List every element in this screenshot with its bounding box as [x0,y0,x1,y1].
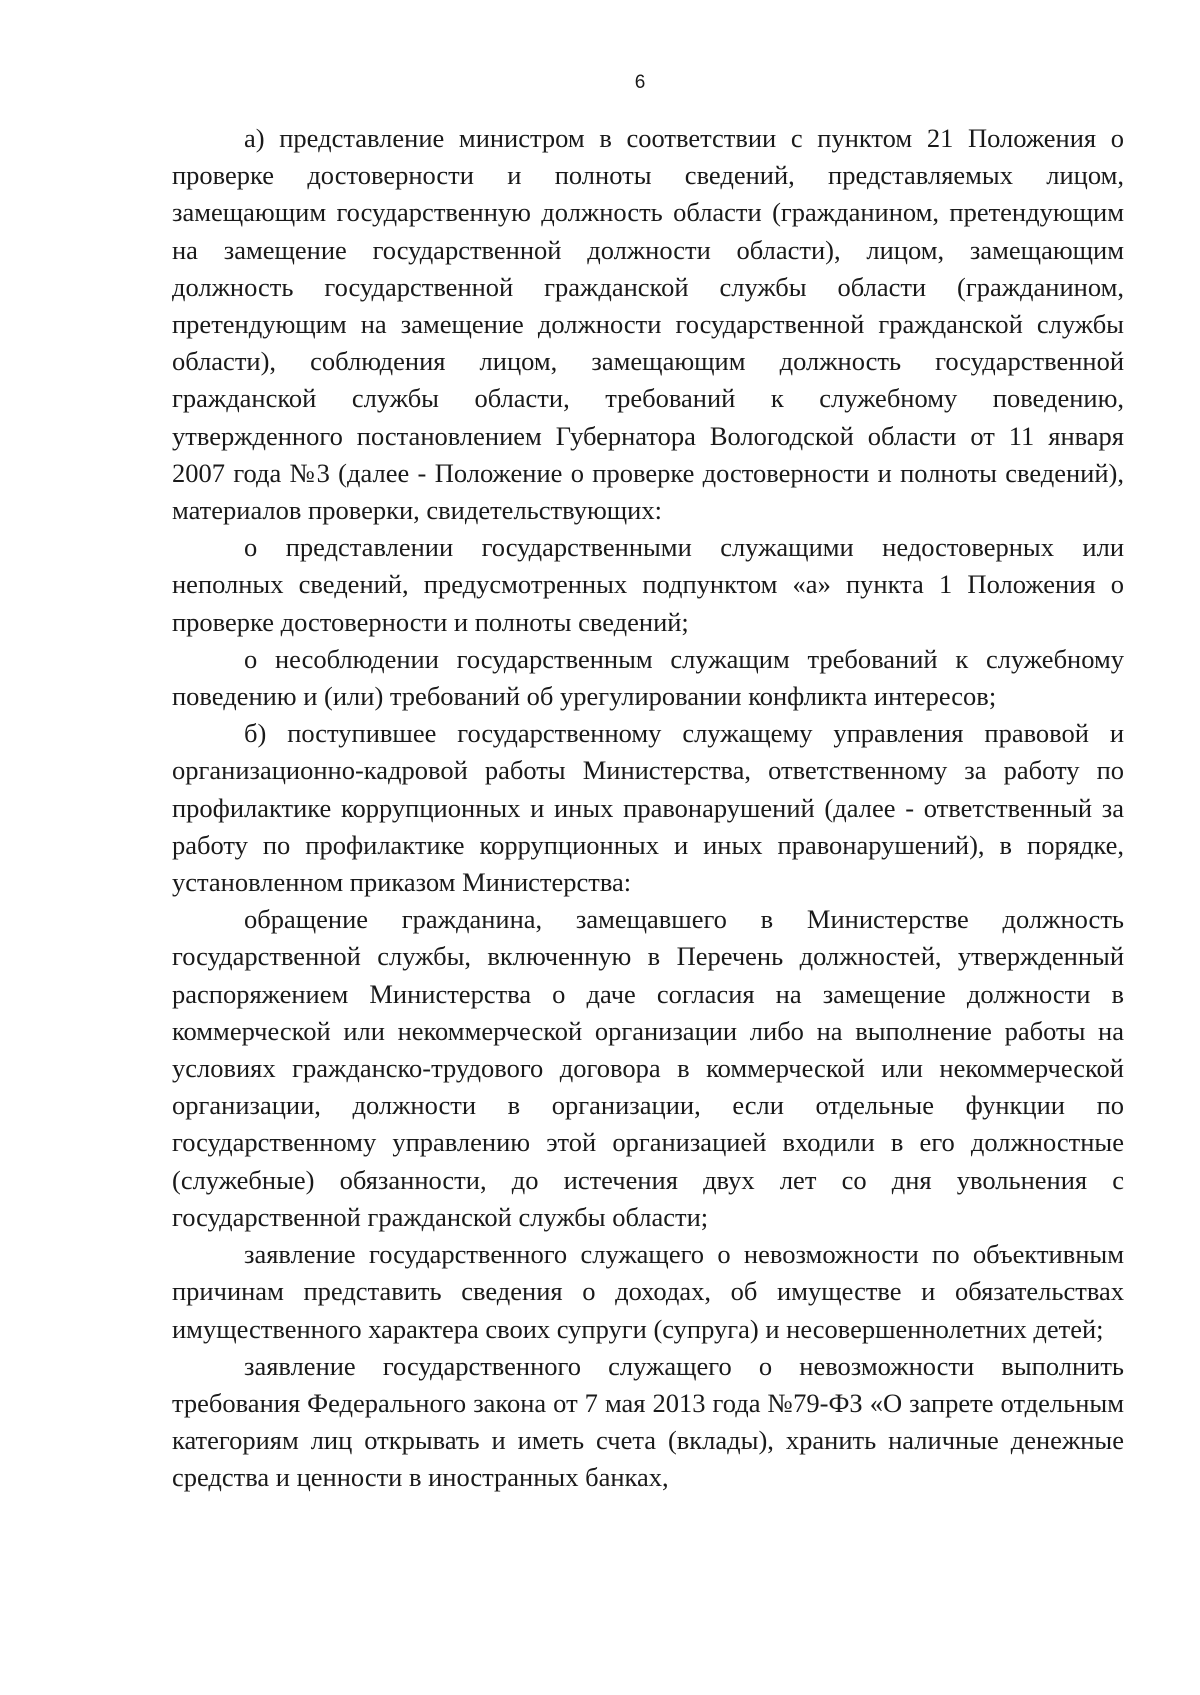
paragraph-noncompliance: о несоблюдении государственным служащим требований к служебному поведению и (или) требований об урегулировании конфликта интересов; [172,643,1124,712]
paragraph-b-received: б) поступившее государственному служащему управления правовой и организационно-кадровой работы Министерства, ответственному за работу по профилактике коррупционных и иных правонарушений (далее - ответственный за работу по профилактике коррупционных и иных правонарушений), в порядке, установленном приказом Министерства: [172,718,1124,898]
document-body [172,120,1124,1497]
paragraph-a-submission: а) представление министром в соответствии с пунктом 21 Положения о проверке достоверности и полноты сведений, представляемых лицом, замещающим государственную должность области (гражданином, претендующим на замещение государственной должности области), лицом, замещающим должность государственной гражданской службы области (гражданином, претендующим на замещение должности государственной гражданской службы области), соблюдения лицом, замещающим должность государственной гражданской службы области, требований к служебному поведению, утвержденного постановлением Губернатора Вологодской области от 11 января 2007 года №3 (далее - Положение о проверке достоверности и полноты сведений), материалов проверки, свидетельствующих: [172,123,1124,526]
page-number: 6 [634,72,646,93]
paragraph-citizen-appeal: обращение гражданина, замещавшего в Министерстве должность государственной службы, включенную в Перечень должностей, утвержденный распоряжением Министерства о даче согласия на замещение должности в коммерческой или некоммерческой организации либо на выполнение работы на условиях гражданско-трудового договора в коммерческой или некоммерческой организации, должности в организации, если отдельные функции по государственному управлению этой организацией входили в его должностные (служебные) обязанности, до истечения двух лет со дня увольнения с государственной гражданской службы области; [172,904,1124,1232]
paragraph-unreliable-info: о представлении государственными служащими недостоверных или неполных сведений, предусмотренных подпунктом «а» пункта 1 Положения о проверке достоверности и полноты сведений; [172,532,1124,637]
paragraph-foreign-banks: заявление государственного служащего о невозможности выполнить требования Федерального закона от 7 мая 2013 года №79-ФЗ «О запрете отдельным категориям лиц открывать и иметь счета (вклады), хранить наличные денежные средства и ценности в иностранных банках, [172,1350,1124,1493]
paragraph-income-statement: заявление государственного служащего о невозможности по объективным причинам представить сведения о доходах, об имуществе и обязательствах имущественного характера своих супруги (супруга) и несовершеннолетних детей; [172,1239,1124,1344]
